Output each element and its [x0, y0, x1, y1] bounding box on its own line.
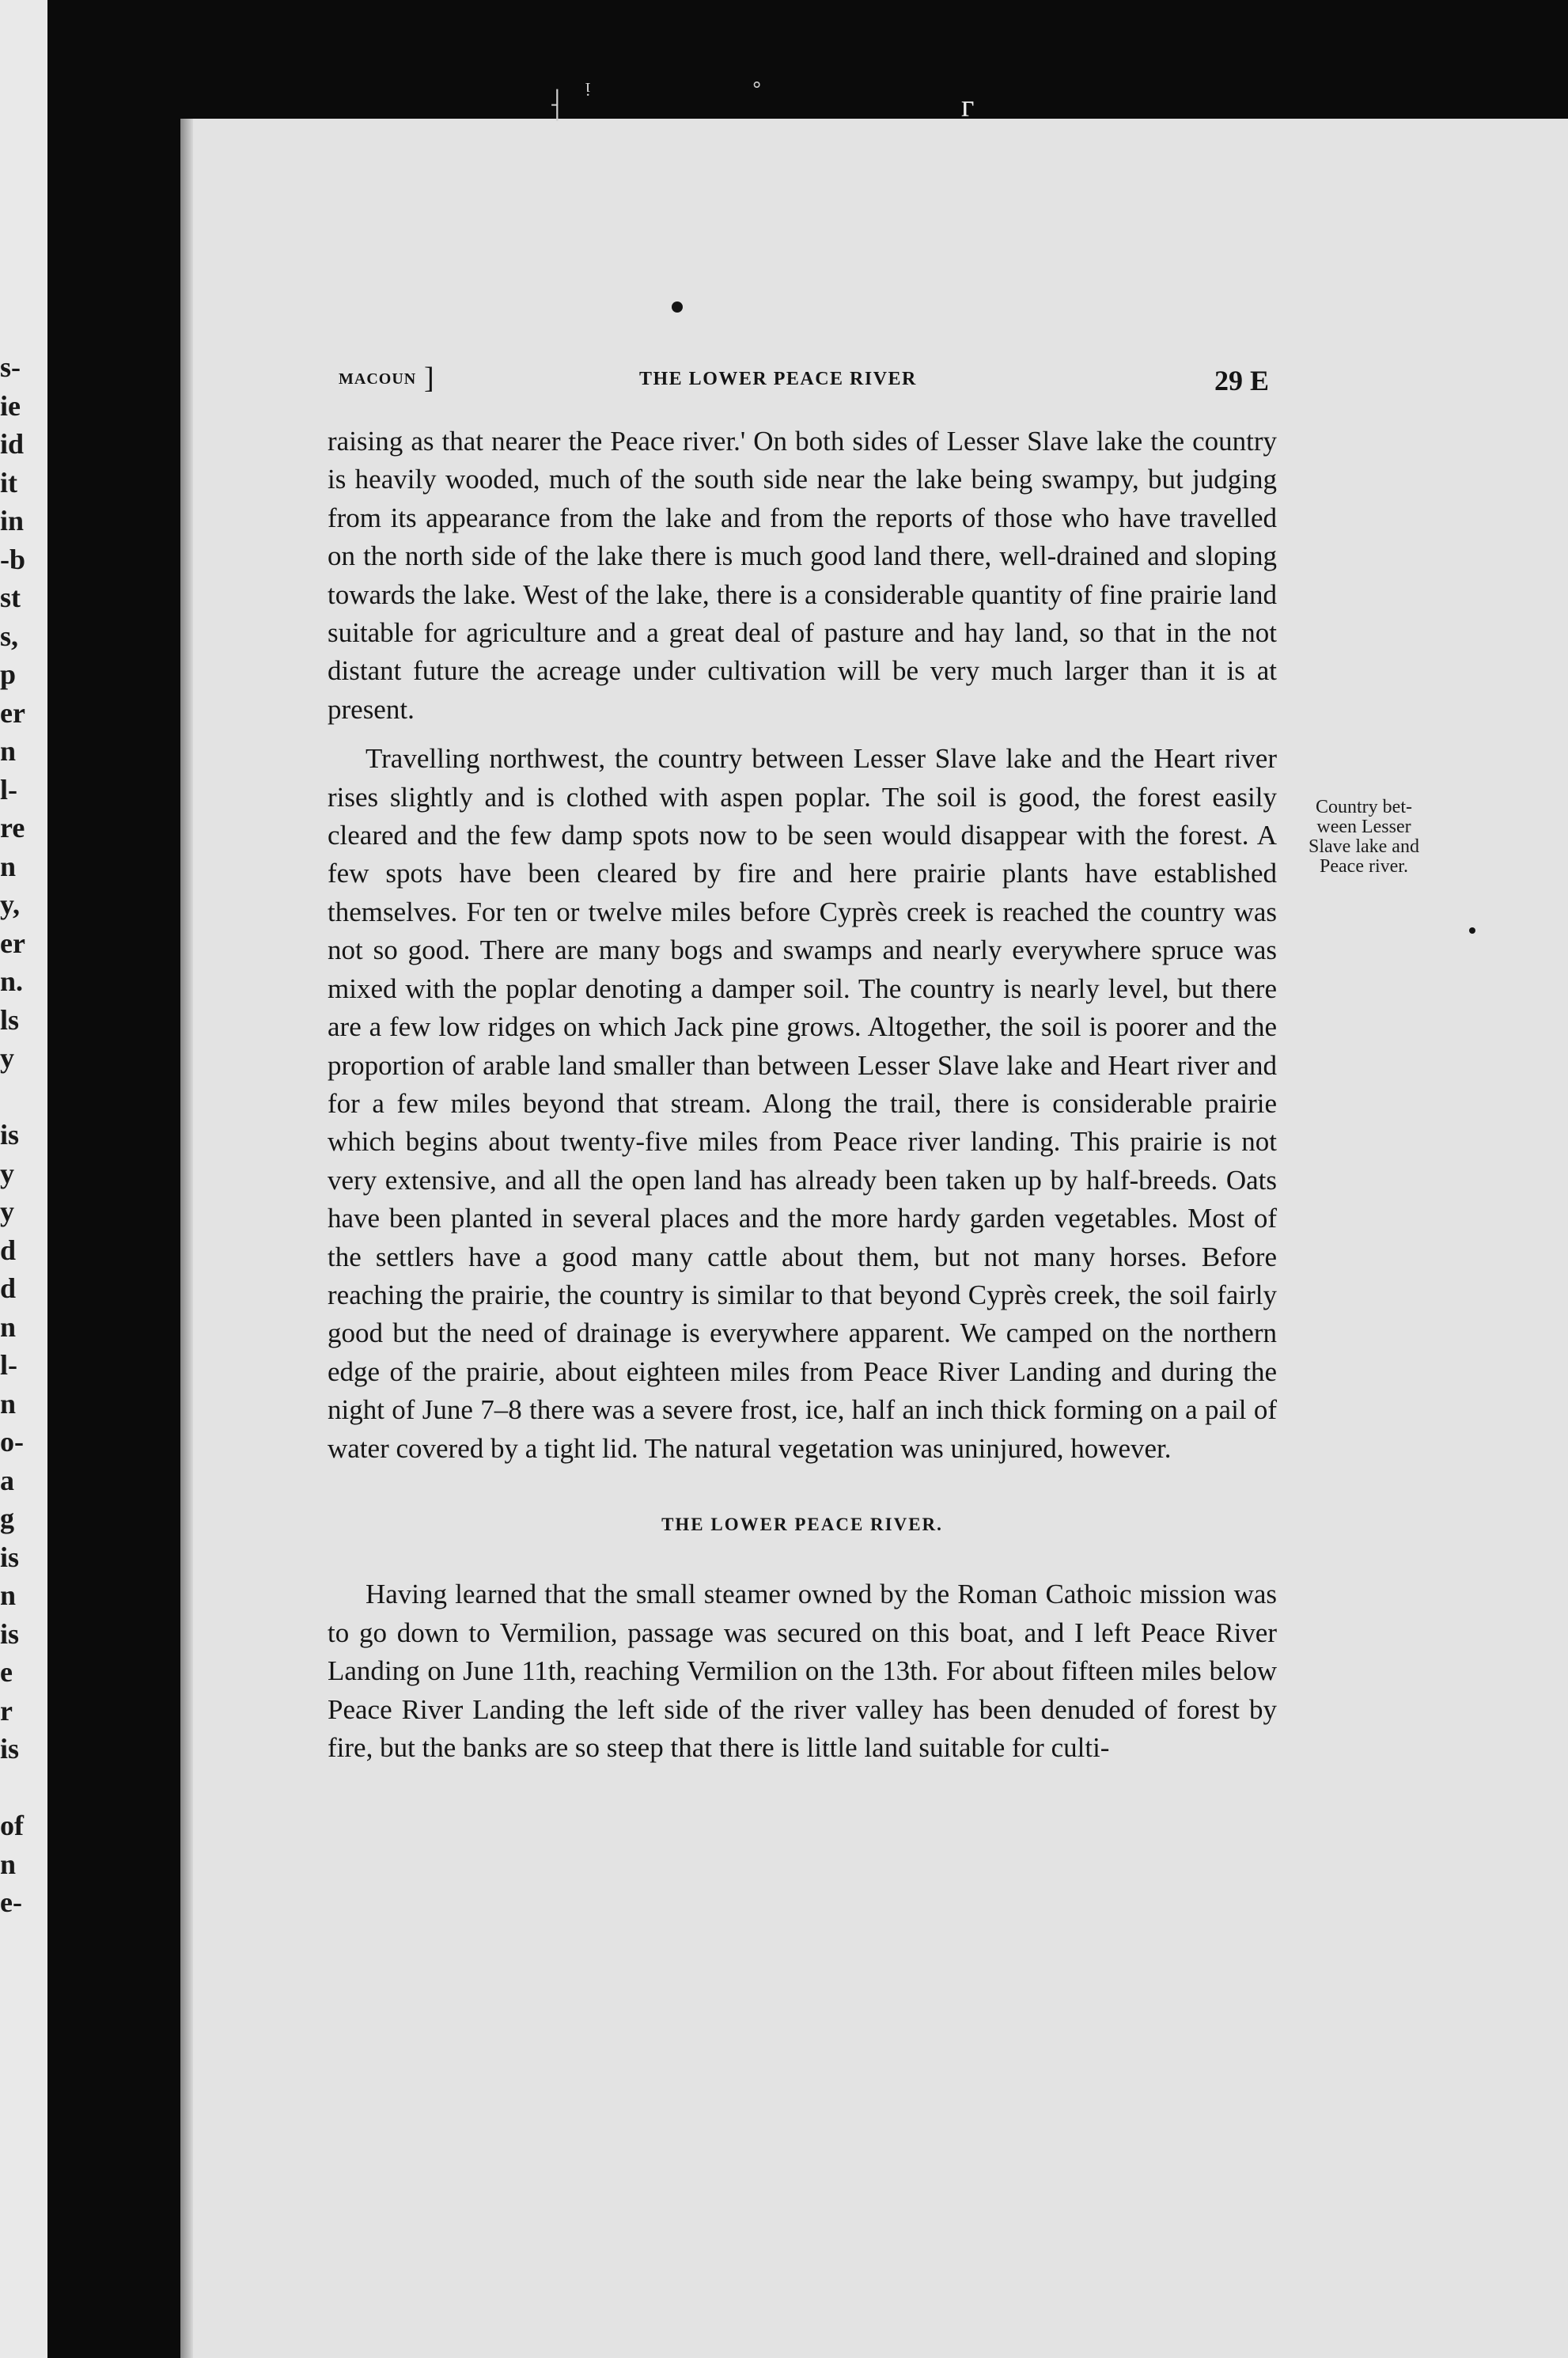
previous-page-fragment: it — [0, 466, 17, 499]
previous-page-fragment: y — [0, 1196, 14, 1227]
page-binding-shadow — [180, 119, 193, 2358]
sidenote-line: Country bet- — [1316, 797, 1412, 817]
ink-dot-margin — [1469, 927, 1475, 934]
previous-page-fragment: e — [0, 1656, 13, 1688]
scan-specks: ⸡ ᵎ ˚ ᴦ — [546, 72, 975, 123]
previous-page-fragment: er — [0, 927, 25, 959]
paragraph-3: Having learned that the small steamer owned by the Roman Cathoic mission was to go down to Vermilion, passage was secured on this boat, and I left Peace River Landing on June 11th, reaching Vermilion on the 13th. For about fifteen miles below Peace River Landing the left side of the river valley has been denuded of forest by fire, but the banks are so steep that there is little land suitable for culti- — [328, 1579, 1277, 1763]
previous-page-fragment: s, — [0, 620, 19, 652]
running-head-author: MACOUN — [339, 370, 417, 388]
previous-page-fragment: r — [0, 1694, 13, 1727]
previous-page-fragment: st — [0, 582, 21, 613]
previous-page-fragment: n — [0, 1848, 17, 1880]
previous-page-fragment: s- — [0, 351, 21, 383]
sidenote-line: ween Lesser — [1316, 817, 1411, 837]
previous-page-fragment: a — [0, 1464, 14, 1496]
previous-page-fragment: er — [0, 696, 25, 729]
previous-page-fragment: n — [0, 735, 17, 767]
margin-sidenote — [1285, 798, 1443, 877]
previous-page-fragment: is — [0, 1733, 20, 1765]
previous-page-fragment: -b — [0, 543, 26, 575]
previous-page-fragment: d — [0, 1272, 17, 1304]
previous-page-fragment: l- — [0, 1349, 17, 1381]
previous-page-fragment: is — [0, 1541, 20, 1573]
previous-page-fragment: y, — [0, 889, 21, 920]
running-head — [339, 364, 1280, 404]
previous-page-fragment: d — [0, 1234, 17, 1266]
ink-dot — [672, 301, 683, 313]
previous-page-fragment: in — [0, 505, 25, 536]
previous-page-fragment: of — [0, 1810, 24, 1841]
previous-page-fragment: n — [0, 1387, 17, 1420]
previous-page-fragment: p — [0, 658, 17, 690]
sidenote-line: Slave lake and — [1309, 836, 1419, 857]
previous-page-fragment: o- — [0, 1426, 24, 1458]
previous-page-fragment — [0, 1768, 47, 1807]
previous-page-text-fragments — [0, 348, 47, 1922]
previous-page-fragment: re — [0, 812, 25, 843]
paragraph-2: Travelling northwest, the country between Lesser Slave lake and the Heart river rises slightly and is clothed with aspen poplar. The soil is good, the forest easily cleared and the few damp spots now to be seen would disappear with the forest. A few spots have been cleared by fire and here prairie plants have established themselves. For ten or twelve miles before Cyprès creek is reached the country was not so good. There are many bogs and swamps and nearly everywhere spruce was mixed with the poplar denoting a damper soil. The country is nearly level, but there are a few low ridges on which Jack pine grows. Altogether, the soil is poorer and the proportion of arable land smaller than between Lesser Slave lake and Heart river and for a few miles beyond that stream. Along the trail, there is considerable prairie which begins about twenty-five miles from Peace river landing. This prairie is not very extensive, and all the open land has already been taken up by half-breeds. Oats have been planted in several places and the more hardy garden vegetables. Most of the settlers have a good many cattle about them, but not many horses. Before reaching the prairie, the country is similar to that beyond Cyprès creek, the soil fairly good but the need of drainage is everywhere apparent. We camped on the northern edge of the prairie, about eighteen miles from Peace River Landing and during the night of June 7–8 there was a severe frost, ice, half an inch thick forming on a pail of water covered by a tight lid. The natural vegetation was uninjured, however. — [328, 743, 1277, 1464]
previous-page-fragment: n. — [0, 965, 24, 997]
previous-page-fragment — [0, 1078, 47, 1116]
previous-page-fragment: y — [0, 1157, 14, 1189]
previous-page-fragment: id — [0, 428, 25, 460]
previous-page-fragment: l- — [0, 773, 17, 806]
running-head-title: THE LOWER PEACE RIVER — [639, 369, 917, 389]
section-heading: THE LOWER PEACE RIVER. — [661, 1514, 943, 1534]
sidenote-line: Peace river. — [1320, 856, 1408, 877]
paragraph-1: raising as that nearer the Peace river.' On both sides of Lesser Slave lake the country is heavily wooded, much of the south side near the lake being swampy, but judging from its appearance from the lake and from the reports of those who have travelled on the north side of the lake there is much good land there, well-drained and sloping towards the lake. West of the lake, there is a considerable quantity of fine prairie land suitable for agriculture and a great deal of pasture and hay land, so that in the not distant future the acreage under cultivation will be very much larger than it is at present. — [328, 426, 1277, 725]
running-head-bracket: ] — [424, 362, 434, 395]
previous-page-fragment: y — [0, 1042, 14, 1074]
body-text — [328, 423, 1277, 1767]
previous-page-fragment: g — [0, 1503, 14, 1534]
previous-page-fragment: is — [0, 1119, 20, 1151]
previous-page-fragment: n — [0, 1310, 17, 1343]
previous-page-fragment: n — [0, 1579, 17, 1611]
page-number: 29 E — [1214, 365, 1270, 396]
previous-page-fragment: ie — [0, 389, 21, 422]
previous-page-fragment: n — [0, 850, 17, 882]
previous-page-fragment: is — [0, 1617, 20, 1650]
previous-page-fragment: e- — [0, 1886, 22, 1918]
previous-page-fragment: ls — [0, 1003, 20, 1036]
